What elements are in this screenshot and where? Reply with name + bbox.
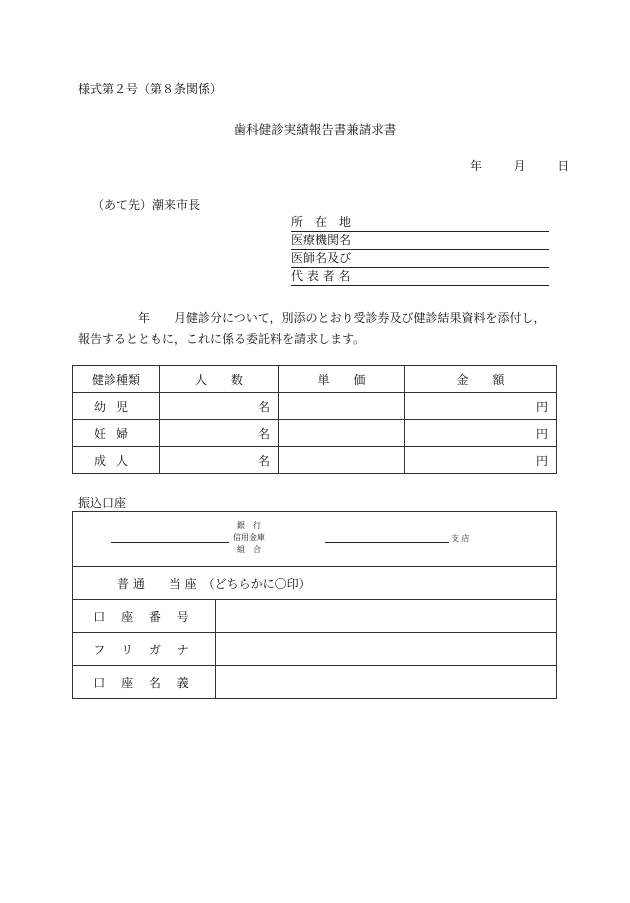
bank-kind-shinkin: 信用金庫 [233, 533, 265, 542]
branch-name-line[interactable] [325, 542, 449, 543]
amount-unit: 円 [535, 453, 548, 468]
results-table [72, 365, 557, 474]
date-month-label: 月 [513, 159, 526, 173]
representative-label: 代 表 者 名 [291, 269, 351, 283]
institution-label: 医療機関名 [291, 233, 352, 247]
form-number: 様式第２号（第８条関係） [78, 82, 223, 96]
account-type-text: 普 通 当 座 （どちらかに〇印） [117, 576, 311, 591]
bank-row [73, 512, 557, 567]
row-type: 幼児 [73, 393, 160, 420]
furigana-input[interactable] [216, 633, 557, 666]
address-label: 所 在 地 [291, 215, 352, 229]
bank-name-line[interactable] [111, 542, 229, 543]
account-name-input[interactable] [216, 666, 557, 699]
transfer-account-label: 振込口座 [78, 496, 127, 510]
table-row [73, 393, 557, 420]
header-unit-price: 単 価 [279, 366, 405, 393]
account-number-input[interactable] [216, 600, 557, 633]
bank-name-cell [73, 512, 557, 567]
account-name-label: 口 座 名 義 [73, 666, 216, 699]
unit-price-cell[interactable] [279, 393, 405, 420]
amount-cell[interactable] [405, 393, 557, 420]
header-type: 健診種類 [73, 366, 160, 393]
doctor-label: 医師名及び [291, 251, 352, 265]
table-row [73, 447, 557, 474]
header-count: 人 数 [160, 366, 279, 393]
date-year-label: 年 [470, 159, 483, 173]
count-unit: 名 [257, 426, 270, 441]
results-header-row [73, 366, 557, 393]
amount-cell[interactable] [405, 420, 557, 447]
count-unit: 名 [257, 399, 270, 414]
furigana-row [73, 633, 557, 666]
bank-table [72, 511, 557, 699]
bank-kind-kumiai: 組 合 [237, 545, 261, 554]
account-type-row [73, 567, 557, 600]
count-unit: 名 [257, 453, 270, 468]
count-cell[interactable] [160, 420, 279, 447]
amount-unit: 円 [535, 426, 548, 441]
row-type: 成人 [73, 447, 160, 474]
amount-unit: 円 [535, 399, 548, 414]
count-cell[interactable] [160, 393, 279, 420]
count-cell[interactable] [160, 447, 279, 474]
body-text: 年 月健診分について，別添のとおり受診券及び健診結果資料を添付し，報告するとともに，これに係る委託料を請求します。 [78, 311, 546, 346]
account-type-cell[interactable] [73, 567, 557, 600]
branch-label: 支 店 [451, 534, 470, 543]
date-day-label: 日 [557, 159, 570, 173]
table-row [73, 420, 557, 447]
amount-cell[interactable] [405, 447, 557, 474]
doctor-field[interactable] [291, 250, 549, 268]
date-line [470, 157, 569, 174]
representative-field[interactable] [291, 268, 549, 286]
header-amount: 金 額 [405, 366, 557, 393]
account-number-label: 口 座 番 号 [73, 600, 216, 633]
unit-price-cell[interactable] [279, 447, 405, 474]
row-type: 妊婦 [73, 420, 160, 447]
account-name-row [73, 666, 557, 699]
bank-kind-bank: 銀 行 [237, 521, 261, 530]
account-number-row [73, 600, 557, 633]
applicant-block [291, 214, 549, 286]
address-field[interactable] [291, 214, 549, 232]
institution-field[interactable] [291, 232, 549, 250]
addressee: （あて先）潮来市長 [92, 198, 201, 212]
document-title: 歯科健診実績報告書兼請求書 [233, 122, 397, 137]
unit-price-cell[interactable] [279, 420, 405, 447]
bank-kind-list [229, 520, 269, 556]
furigana-label: フ リ ガ ナ [73, 633, 216, 666]
